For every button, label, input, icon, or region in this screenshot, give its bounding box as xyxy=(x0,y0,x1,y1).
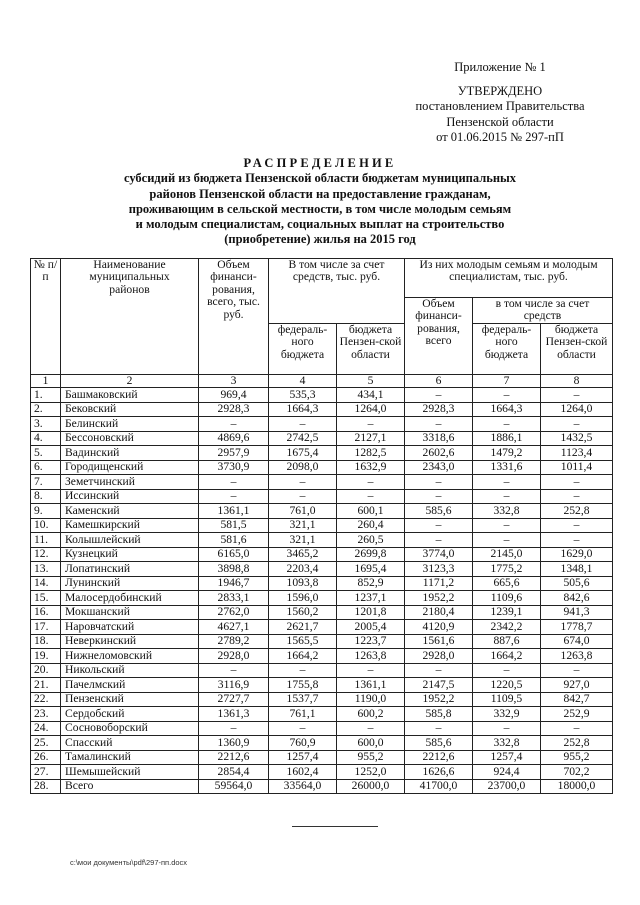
value-cell-7: – xyxy=(473,721,541,736)
value-cell-7: 1257,4 xyxy=(473,750,541,765)
row-number: 21. xyxy=(31,678,61,693)
value-cell-4: – xyxy=(269,417,337,432)
row-number: 23. xyxy=(31,707,61,722)
row-number: 27. xyxy=(31,765,61,780)
value-cell-3: – xyxy=(199,663,269,678)
value-cell-7: 1886,1 xyxy=(473,431,541,446)
row-number: 5. xyxy=(31,446,61,461)
row-number: 26. xyxy=(31,750,61,765)
value-cell-3: 1361,3 xyxy=(199,707,269,722)
value-cell-3: 3730,9 xyxy=(199,460,269,475)
value-cell-3: 2727,7 xyxy=(199,692,269,707)
row-number: 10. xyxy=(31,518,61,533)
value-cell-3: – xyxy=(199,417,269,432)
value-cell-5: 260,5 xyxy=(337,533,405,548)
value-cell-5: 1263,8 xyxy=(337,649,405,664)
approval-line-3: от 01.06.2015 № 297-пП xyxy=(436,130,564,144)
document-title xyxy=(90,156,550,248)
table-row xyxy=(31,692,613,707)
column-number: 8 xyxy=(541,375,613,388)
value-cell-5: 955,2 xyxy=(337,750,405,765)
value-cell-3: – xyxy=(199,489,269,504)
table-row xyxy=(31,504,613,519)
district-name: Кузнецкий xyxy=(61,547,199,562)
value-cell-5: 1252,0 xyxy=(337,765,405,780)
header-young-regional: бюджета Пензен-ской области xyxy=(541,324,613,375)
value-cell-8: 252,8 xyxy=(541,736,613,751)
value-cell-4: – xyxy=(269,489,337,504)
district-name: Сосновоборский xyxy=(61,721,199,736)
table-row xyxy=(31,663,613,678)
row-number: 24. xyxy=(31,721,61,736)
value-cell-7: 924,4 xyxy=(473,765,541,780)
header-total: Объем финанси-рования, всего, тыс. руб. xyxy=(199,259,269,375)
value-cell-7: – xyxy=(473,533,541,548)
value-cell-8: – xyxy=(541,388,613,403)
value-cell-4: 760,9 xyxy=(269,736,337,751)
value-cell-6: 2928,0 xyxy=(405,649,473,664)
value-cell-8: 842,7 xyxy=(541,692,613,707)
value-cell-6: 1626,6 xyxy=(405,765,473,780)
row-number: 15. xyxy=(31,591,61,606)
value-cell-4: 761,1 xyxy=(269,707,337,722)
column-number: 4 xyxy=(269,375,337,388)
value-cell-3: 969,4 xyxy=(199,388,269,403)
title-line: районов Пензенской области на предоставление гражданам, xyxy=(149,186,491,201)
value-cell-6: 2180,4 xyxy=(405,605,473,620)
value-cell-6: – xyxy=(405,489,473,504)
table-row xyxy=(31,634,613,649)
value-cell-6: 2147,5 xyxy=(405,678,473,693)
value-cell-7: 2145,0 xyxy=(473,547,541,562)
value-cell-5: 1201,8 xyxy=(337,605,405,620)
value-cell-6: 1561,6 xyxy=(405,634,473,649)
value-cell-3: 4627,1 xyxy=(199,620,269,635)
district-name: Бессоновский xyxy=(61,431,199,446)
title-line: субсидий из бюджета Пензенской области бюджетам муниципальных xyxy=(123,171,517,186)
value-cell-4: 761,0 xyxy=(269,504,337,519)
value-cell-8: – xyxy=(541,475,613,490)
value-cell-5: 1223,7 xyxy=(337,634,405,649)
district-name: Вадинский xyxy=(61,446,199,461)
row-number: 19. xyxy=(31,649,61,664)
column-numbers-row xyxy=(31,375,613,388)
value-cell-6: – xyxy=(405,663,473,678)
distribution-table xyxy=(30,258,613,794)
value-cell-3: 59564,0 xyxy=(199,779,269,794)
value-cell-8: 842,6 xyxy=(541,591,613,606)
value-cell-6: – xyxy=(405,475,473,490)
value-cell-5: 1237,1 xyxy=(337,591,405,606)
value-cell-3: 2957,9 xyxy=(199,446,269,461)
table-row xyxy=(31,605,613,620)
header-young-total: Объем финанси-рования, всего xyxy=(405,298,473,375)
row-number: 6. xyxy=(31,460,61,475)
row-number: 8. xyxy=(31,489,61,504)
value-cell-8: 1348,1 xyxy=(541,562,613,577)
value-cell-3: 3116,9 xyxy=(199,678,269,693)
district-name: Всего xyxy=(61,779,199,794)
header-num: № п/п xyxy=(31,259,61,375)
value-cell-8: 505,6 xyxy=(541,576,613,591)
value-cell-3: 2854,4 xyxy=(199,765,269,780)
value-cell-4: – xyxy=(269,721,337,736)
header-name: Наименование муниципальных районов xyxy=(61,259,199,375)
value-cell-3: 2928,0 xyxy=(199,649,269,664)
value-cell-8: 927,0 xyxy=(541,678,613,693)
value-cell-4: 3465,2 xyxy=(269,547,337,562)
value-cell-8: 1629,0 xyxy=(541,547,613,562)
value-cell-5: 1361,1 xyxy=(337,678,405,693)
title-heading: РАСПРЕДЕЛЕНИЕ xyxy=(243,156,397,170)
district-name: Тамалинский xyxy=(61,750,199,765)
value-cell-5: 2127,1 xyxy=(337,431,405,446)
district-name: Малосердобинский xyxy=(61,591,199,606)
value-cell-5: – xyxy=(337,721,405,736)
value-cell-8: 702,2 xyxy=(541,765,613,780)
value-cell-6: 3774,0 xyxy=(405,547,473,562)
value-cell-5: – xyxy=(337,663,405,678)
value-cell-4: 2621,7 xyxy=(269,620,337,635)
approval-line-1: постановлением Правительства xyxy=(415,99,585,113)
value-cell-7: – xyxy=(473,417,541,432)
value-cell-3: 4869,6 xyxy=(199,431,269,446)
value-cell-5: 434,1 xyxy=(337,388,405,403)
column-number: 5 xyxy=(337,375,405,388)
value-cell-8: – xyxy=(541,489,613,504)
value-cell-8: 18000,0 xyxy=(541,779,613,794)
value-cell-4: 2098,0 xyxy=(269,460,337,475)
value-cell-6: 3123,3 xyxy=(405,562,473,577)
table-row xyxy=(31,547,613,562)
value-cell-8: – xyxy=(541,417,613,432)
district-name: Лопатинский xyxy=(61,562,199,577)
value-cell-4: 321,1 xyxy=(269,533,337,548)
row-number: 4. xyxy=(31,431,61,446)
value-cell-8: 1263,8 xyxy=(541,649,613,664)
header-regional: бюджета Пензен-ской области xyxy=(337,324,405,375)
value-cell-7: – xyxy=(473,489,541,504)
value-cell-4: 1560,2 xyxy=(269,605,337,620)
value-cell-6: 1952,2 xyxy=(405,692,473,707)
table-row xyxy=(31,475,613,490)
district-name: Земетчинский xyxy=(61,475,199,490)
value-cell-3: 2928,3 xyxy=(199,402,269,417)
value-cell-7: 1664,3 xyxy=(473,402,541,417)
value-cell-4: 1565,5 xyxy=(269,634,337,649)
annex-label: Приложение № 1 xyxy=(454,60,546,74)
table-row xyxy=(31,402,613,417)
column-number: 2 xyxy=(61,375,199,388)
row-number: 9. xyxy=(31,504,61,519)
value-cell-4: 1596,0 xyxy=(269,591,337,606)
value-cell-3: 1360,9 xyxy=(199,736,269,751)
table-row xyxy=(31,736,613,751)
district-name: Башмаковский xyxy=(61,388,199,403)
value-cell-5: 1190,0 xyxy=(337,692,405,707)
row-number: 18. xyxy=(31,634,61,649)
row-number: 7. xyxy=(31,475,61,490)
value-cell-6: – xyxy=(405,417,473,432)
value-cell-5: 2699,8 xyxy=(337,547,405,562)
row-number: 14. xyxy=(31,576,61,591)
value-cell-4: 535,3 xyxy=(269,388,337,403)
row-number: 25. xyxy=(31,736,61,751)
table-row xyxy=(31,649,613,664)
value-cell-4: 1664,3 xyxy=(269,402,337,417)
approved-label: УТВЕРЖДЕНО xyxy=(457,83,543,98)
title-line: (приобретение) жилья на 2015 год xyxy=(224,232,416,247)
value-cell-4: 321,1 xyxy=(269,518,337,533)
header-incl-group: В том числе за счет средств, тыс. руб. xyxy=(269,259,405,324)
district-name: Неверкинский xyxy=(61,634,199,649)
district-name: Спасский xyxy=(61,736,199,751)
table-row xyxy=(31,765,613,780)
column-number: 3 xyxy=(199,375,269,388)
value-cell-4: 1257,4 xyxy=(269,750,337,765)
district-name: Лунинский xyxy=(61,576,199,591)
table-row xyxy=(31,460,613,475)
district-name: Белинский xyxy=(61,417,199,432)
value-cell-8: 1778,7 xyxy=(541,620,613,635)
value-cell-6: 585,6 xyxy=(405,736,473,751)
row-number: 22. xyxy=(31,692,61,707)
district-name: Сердобский xyxy=(61,707,199,722)
value-cell-8: 252,8 xyxy=(541,504,613,519)
value-cell-4: 1602,4 xyxy=(269,765,337,780)
value-cell-3: 2789,2 xyxy=(199,634,269,649)
value-cell-3: 581,6 xyxy=(199,533,269,548)
value-cell-4: 33564,0 xyxy=(269,779,337,794)
value-cell-5: 852,9 xyxy=(337,576,405,591)
row-number: 17. xyxy=(31,620,61,635)
value-cell-7: 1239,1 xyxy=(473,605,541,620)
district-name: Колышлейский xyxy=(61,533,199,548)
title-line: проживающим в сельской местности, в том числе молодым семьям xyxy=(128,201,512,216)
value-cell-8: – xyxy=(541,663,613,678)
value-cell-6: 585,8 xyxy=(405,707,473,722)
row-number: 11. xyxy=(31,533,61,548)
value-cell-7: 332,8 xyxy=(473,736,541,751)
value-cell-5: 1632,9 xyxy=(337,460,405,475)
value-cell-4: – xyxy=(269,475,337,490)
value-cell-4: 1664,2 xyxy=(269,649,337,664)
value-cell-7: 1109,6 xyxy=(473,591,541,606)
table-row xyxy=(31,591,613,606)
value-cell-4: 1537,7 xyxy=(269,692,337,707)
value-cell-7: – xyxy=(473,388,541,403)
table-row xyxy=(31,533,613,548)
district-name: Камешкирский xyxy=(61,518,199,533)
value-cell-6: 4120,9 xyxy=(405,620,473,635)
table-row xyxy=(31,620,613,635)
table-row xyxy=(31,707,613,722)
row-number: 16. xyxy=(31,605,61,620)
value-cell-7: 1109,5 xyxy=(473,692,541,707)
value-cell-6: – xyxy=(405,721,473,736)
table-row xyxy=(31,721,613,736)
value-cell-6: 2602,6 xyxy=(405,446,473,461)
value-cell-3: 3898,8 xyxy=(199,562,269,577)
value-cell-3: – xyxy=(199,721,269,736)
approval-block xyxy=(380,60,620,146)
title-line: и молодым специалистам, социальных выплат на строительство xyxy=(135,217,505,232)
value-cell-8: – xyxy=(541,721,613,736)
value-cell-6: 41700,0 xyxy=(405,779,473,794)
value-cell-6: – xyxy=(405,388,473,403)
value-cell-4: 2742,5 xyxy=(269,431,337,446)
district-name: Наровчатский xyxy=(61,620,199,635)
value-cell-6: – xyxy=(405,518,473,533)
value-cell-5: 600,0 xyxy=(337,736,405,751)
value-cell-5: 600,1 xyxy=(337,504,405,519)
header-young-group: Из них молодым семьям и молодым специалистам, тыс. руб. xyxy=(405,259,613,298)
table-row xyxy=(31,779,613,794)
value-cell-7: 1331,6 xyxy=(473,460,541,475)
table-row xyxy=(31,417,613,432)
value-cell-4: – xyxy=(269,663,337,678)
row-number: 20. xyxy=(31,663,61,678)
value-cell-5: 1695,4 xyxy=(337,562,405,577)
approval-line-2: Пензенской области xyxy=(446,114,554,129)
table-row xyxy=(31,750,613,765)
value-cell-3: 2762,0 xyxy=(199,605,269,620)
table-row xyxy=(31,576,613,591)
district-name: Пензенский xyxy=(61,692,199,707)
value-cell-8: 1123,4 xyxy=(541,446,613,461)
value-cell-5: 600,2 xyxy=(337,707,405,722)
district-name: Городищенский xyxy=(61,460,199,475)
district-name: Иссинский xyxy=(61,489,199,504)
value-cell-5: 1282,5 xyxy=(337,446,405,461)
row-number: 2. xyxy=(31,402,61,417)
value-cell-6: 585,6 xyxy=(405,504,473,519)
value-cell-8: – xyxy=(541,533,613,548)
value-cell-6: 3318,6 xyxy=(405,431,473,446)
header-federal: федераль-ного бюджета xyxy=(269,324,337,375)
value-cell-7: 1479,2 xyxy=(473,446,541,461)
table-row xyxy=(31,431,613,446)
value-cell-7: – xyxy=(473,475,541,490)
value-cell-7: 665,6 xyxy=(473,576,541,591)
value-cell-5: – xyxy=(337,475,405,490)
table-row xyxy=(31,562,613,577)
value-cell-3: 2212,6 xyxy=(199,750,269,765)
row-number: 1. xyxy=(31,388,61,403)
value-cell-8: 941,3 xyxy=(541,605,613,620)
table-row xyxy=(31,518,613,533)
file-path: c:\мои документы\pdf\297-пп.docx xyxy=(70,858,188,867)
table-row xyxy=(31,489,613,504)
value-cell-7: 332,8 xyxy=(473,504,541,519)
district-name: Бековский xyxy=(61,402,199,417)
value-cell-5: – xyxy=(337,417,405,432)
table-row xyxy=(31,678,613,693)
value-cell-8: 252,9 xyxy=(541,707,613,722)
value-cell-3: 6165,0 xyxy=(199,547,269,562)
value-cell-3: 581,5 xyxy=(199,518,269,533)
value-cell-6: – xyxy=(405,533,473,548)
value-cell-6: 2343,0 xyxy=(405,460,473,475)
value-cell-7: 1220,5 xyxy=(473,678,541,693)
district-name: Пачелмский xyxy=(61,678,199,693)
district-name: Никольский xyxy=(61,663,199,678)
value-cell-8: 1264,0 xyxy=(541,402,613,417)
header-young-federal: федераль-ного бюджета xyxy=(473,324,541,375)
value-cell-8: 1432,5 xyxy=(541,431,613,446)
column-number: 7 xyxy=(473,375,541,388)
column-number: 6 xyxy=(405,375,473,388)
value-cell-3: 1946,7 xyxy=(199,576,269,591)
district-name: Мокшанский xyxy=(61,605,199,620)
value-cell-7: – xyxy=(473,518,541,533)
value-cell-6: 2928,3 xyxy=(405,402,473,417)
value-cell-5: 2005,4 xyxy=(337,620,405,635)
table-body xyxy=(31,388,613,794)
header-young-incl-group: в том числе за счет средств xyxy=(473,298,613,324)
district-name: Шемышейский xyxy=(61,765,199,780)
value-cell-3: 2833,1 xyxy=(199,591,269,606)
value-cell-8: 1011,4 xyxy=(541,460,613,475)
row-number: 28. xyxy=(31,779,61,794)
value-cell-4: 2203,4 xyxy=(269,562,337,577)
value-cell-7: 1775,2 xyxy=(473,562,541,577)
district-name: Каменский xyxy=(61,504,199,519)
value-cell-8: 955,2 xyxy=(541,750,613,765)
value-cell-7: 2342,2 xyxy=(473,620,541,635)
end-divider xyxy=(292,826,378,827)
value-cell-5: 26000,0 xyxy=(337,779,405,794)
value-cell-6: 1952,2 xyxy=(405,591,473,606)
value-cell-7: 23700,0 xyxy=(473,779,541,794)
row-number: 12. xyxy=(31,547,61,562)
value-cell-7: 332,9 xyxy=(473,707,541,722)
value-cell-4: 1093,8 xyxy=(269,576,337,591)
table-row xyxy=(31,446,613,461)
value-cell-8: 674,0 xyxy=(541,634,613,649)
row-number: 3. xyxy=(31,417,61,432)
value-cell-7: 887,6 xyxy=(473,634,541,649)
value-cell-6: 1171,2 xyxy=(405,576,473,591)
value-cell-5: – xyxy=(337,489,405,504)
district-name: Нижнеломовский xyxy=(61,649,199,664)
value-cell-7: – xyxy=(473,663,541,678)
value-cell-3: – xyxy=(199,475,269,490)
value-cell-5: 1264,0 xyxy=(337,402,405,417)
value-cell-8: – xyxy=(541,518,613,533)
table-row xyxy=(31,388,613,403)
value-cell-6: 2212,6 xyxy=(405,750,473,765)
value-cell-7: 1664,2 xyxy=(473,649,541,664)
value-cell-5: 260,4 xyxy=(337,518,405,533)
value-cell-4: 1675,4 xyxy=(269,446,337,461)
column-number: 1 xyxy=(31,375,61,388)
value-cell-4: 1755,8 xyxy=(269,678,337,693)
row-number: 13. xyxy=(31,562,61,577)
value-cell-3: 1361,1 xyxy=(199,504,269,519)
